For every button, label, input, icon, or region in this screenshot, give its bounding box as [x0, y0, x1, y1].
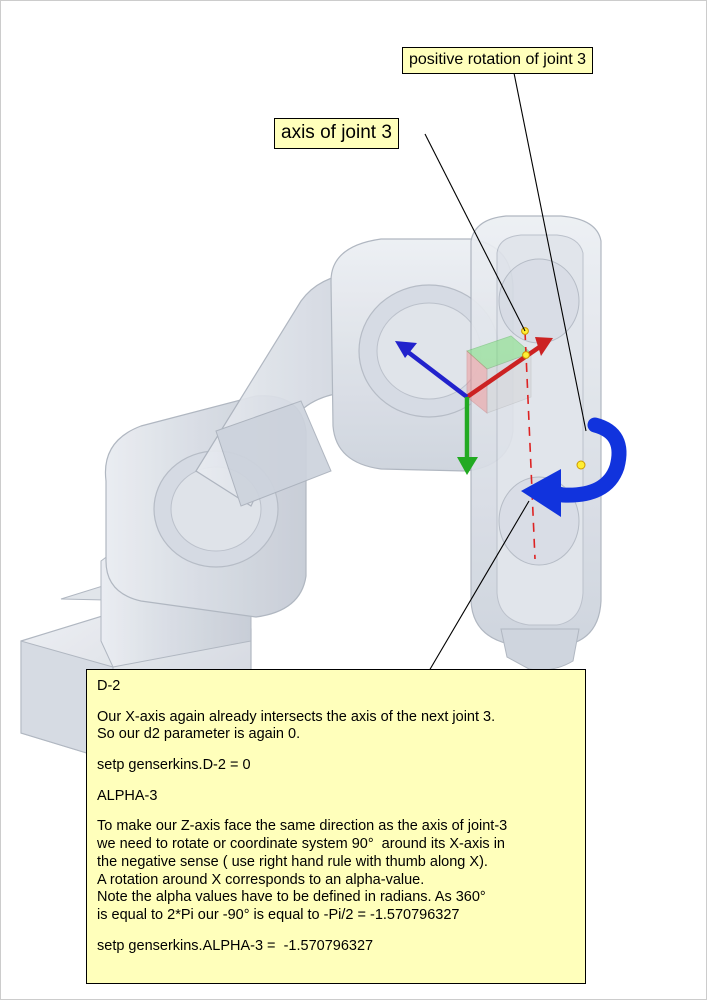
- note-alpha3-line5: Note the alpha values have to be defined in radians. As 360°: [97, 889, 486, 906]
- note-alpha3-line4: A rotation around X corresponds to an alpha-value.: [97, 871, 425, 888]
- robot-wrist-group: [471, 216, 601, 670]
- note-d2-line2: So our d2 parameter is again 0.: [97, 726, 301, 743]
- callout-axis-of-joint3: axis of joint 3: [274, 118, 399, 149]
- note-setp-d2: setp genserkins.D-2 = 0: [97, 757, 251, 774]
- note-setp-alpha3: setp genserkins.ALPHA-3 = -1.570796327: [97, 937, 374, 954]
- callout-positive-rotation: positive rotation of joint 3: [402, 47, 593, 74]
- note-alpha3-line1: To make our Z-axis face the same direction as the axis of joint-3: [97, 818, 508, 835]
- note-alpha3-line6: is equal to 2*Pi our -90° is equal to -Pi/2 = -1.570796327: [97, 906, 460, 923]
- note-alpha3-line3: the negative sense ( use right hand rule with thumb along X).: [97, 853, 488, 870]
- note-d2-line1: Our X-axis again already intersects the axis of the next joint 3.: [97, 708, 496, 725]
- note-heading-alpha3: ALPHA-3: [97, 787, 158, 804]
- note-alpha3-line2: we need to rotate or coordinate system 90° around its X-axis in: [97, 836, 505, 853]
- note-heading-d2: D-2: [97, 678, 121, 694]
- note-box: [86, 669, 586, 984]
